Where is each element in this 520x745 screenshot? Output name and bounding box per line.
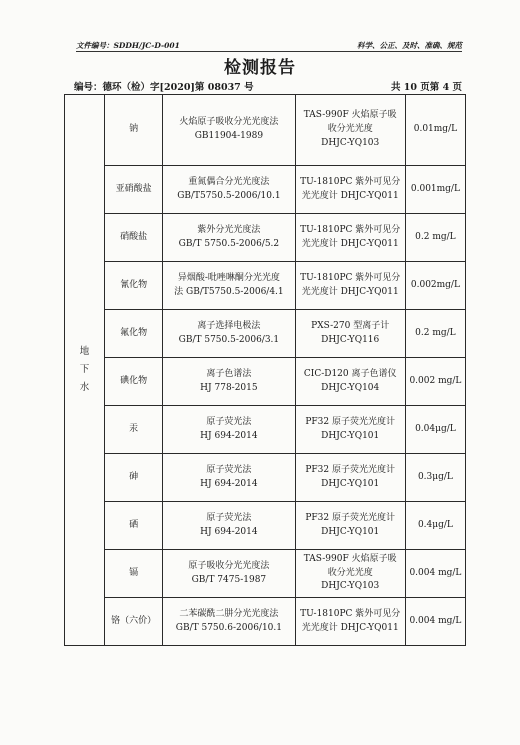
category-char: 水 xyxy=(79,382,90,394)
detection-limit-cell: 0.4μg/L xyxy=(405,502,465,550)
method-cell xyxy=(163,550,295,598)
instrument-line: 光光度计 DHJC-YQ011 xyxy=(301,286,399,297)
method-line: 离子色谱法 xyxy=(206,368,252,379)
table-row xyxy=(65,214,466,262)
instrument-line: 光光度计 DHJC-YQ011 xyxy=(301,238,399,249)
instrument-line: 收分光光度 xyxy=(327,567,373,578)
item-cell: 碘化物 xyxy=(105,358,163,406)
method-cell xyxy=(163,598,295,646)
method-line: GB/T 5750.5-2006/3.1 xyxy=(178,334,280,345)
category-char: 下 xyxy=(79,363,90,375)
instrument-cell xyxy=(295,358,405,406)
instrument-cell xyxy=(295,262,405,310)
detection-limit-cell: 0.2 mg/L xyxy=(405,214,465,262)
item-cell: 铬（六价） xyxy=(105,598,163,646)
doc-code: 文件编号：SDDH/JC-D-001 xyxy=(76,41,180,50)
method-line: 火焰原子吸收分光光度法 xyxy=(179,117,279,128)
instrument-cell xyxy=(295,502,405,550)
category-char: 地 xyxy=(79,345,90,357)
table-row xyxy=(65,95,466,166)
item-cell: 硒 xyxy=(105,502,163,550)
item-cell: 亚硝酸盐 xyxy=(105,166,163,214)
item-cell: 氟化物 xyxy=(105,310,163,358)
method-line: GB/T 7475-1987 xyxy=(191,574,267,585)
category-cell xyxy=(65,95,105,646)
page-header xyxy=(76,40,462,51)
report-subheader xyxy=(74,79,462,93)
instrument-cell xyxy=(295,406,405,454)
detection-limit-cell: 0.04μg/L xyxy=(405,406,465,454)
method-table xyxy=(64,94,466,646)
instrument-line: DHJC-YQ104 xyxy=(321,382,380,393)
detection-limit-cell: 0.004 mg/L xyxy=(405,598,465,646)
method-cell xyxy=(163,406,295,454)
table-row xyxy=(65,166,466,214)
method-line: 异烟酸-吡唑啉酮分光光度 xyxy=(177,272,280,283)
method-line: 原子吸收分光光度法 xyxy=(188,560,270,571)
method-line: 原子荧光法 xyxy=(206,464,252,475)
detection-limit-cell: 0.3μg/L xyxy=(405,454,465,502)
detection-limit-cell: 0.001mg/L xyxy=(405,166,465,214)
instrument-line: 光光度计 DHJC-YQ011 xyxy=(301,622,399,633)
table-row xyxy=(65,262,466,310)
instrument-cell xyxy=(295,214,405,262)
page-info: 共 10 页第 4 页 xyxy=(390,82,462,93)
instrument-cell xyxy=(295,95,405,166)
instrument-line: TAS-990F 火焰原子吸 xyxy=(303,553,397,564)
instrument-line: PXS-270 型离子计 xyxy=(311,320,390,331)
detection-limit-cell: 0.004 mg/L xyxy=(405,550,465,598)
method-line: GB/T 5750.5-2006/5.2 xyxy=(178,238,280,249)
item-cell: 汞 xyxy=(105,406,163,454)
method-line: 离子选择电极法 xyxy=(197,320,261,331)
method-line: HJ 778-2015 xyxy=(200,382,258,393)
method-line: GB/T5750.5-2006/10.1 xyxy=(177,190,281,201)
table-row xyxy=(65,598,466,646)
method-cell xyxy=(163,214,295,262)
instrument-line: DHJC-YQ101 xyxy=(321,430,380,441)
report-number: 编号：德环（检）字[2020]第 08037 号 xyxy=(74,82,254,93)
instrument-line: DHJC-YQ103 xyxy=(321,581,380,592)
report-title: 检测报告 xyxy=(224,58,296,78)
detection-limit-cell: 0.002mg/L xyxy=(405,262,465,310)
method-line: 紫外分光光度法 xyxy=(197,224,261,235)
table-row xyxy=(65,454,466,502)
instrument-line: DHJC-YQ116 xyxy=(321,334,380,345)
table-row xyxy=(65,550,466,598)
item-cell: 硝酸盐 xyxy=(105,214,163,262)
method-line: 原子荧光法 xyxy=(206,512,252,523)
instrument-cell xyxy=(295,454,405,502)
detection-limit-cell: 0.2 mg/L xyxy=(405,310,465,358)
instrument-line: TU-1810PC 紫外可见分 xyxy=(300,272,401,283)
method-line: HJ 694-2014 xyxy=(200,526,258,537)
method-cell xyxy=(163,454,295,502)
method-cell xyxy=(163,310,295,358)
instrument-line: 光光度计 DHJC-YQ011 xyxy=(301,190,399,201)
instrument-cell xyxy=(295,550,405,598)
instrument-line: PF32 原子荧光光度计 xyxy=(305,464,395,475)
motto: 科学、公正、及时、准确、规范 xyxy=(357,41,462,50)
method-line: 二苯碳酰二肼分光光度法 xyxy=(179,608,279,619)
instrument-line: CIC-D120 离子色谱仪 xyxy=(303,368,397,379)
item-cell: 氰化物 xyxy=(105,262,163,310)
method-line: 重氮偶合分光光度法 xyxy=(188,176,270,187)
detection-limit-cell: 0.002 mg/L xyxy=(405,358,465,406)
method-cell xyxy=(163,358,295,406)
method-cell xyxy=(163,166,295,214)
instrument-line: DHJC-YQ101 xyxy=(321,478,380,489)
instrument-cell xyxy=(295,310,405,358)
table-row xyxy=(65,502,466,550)
method-cell xyxy=(163,262,295,310)
method-line: HJ 694-2014 xyxy=(200,478,258,489)
instrument-line: DHJC-YQ103 xyxy=(321,137,380,148)
method-line: GB/T 5750.6-2006/10.1 xyxy=(175,622,282,633)
item-cell: 镉 xyxy=(105,550,163,598)
table-row xyxy=(65,358,466,406)
instrument-line: TU-1810PC 紫外可见分 xyxy=(300,224,401,235)
method-cell xyxy=(163,95,295,166)
method-line: GB11904-1989 xyxy=(194,131,264,141)
instrument-line: PF32 原子荧光光度计 xyxy=(305,512,395,523)
table-row xyxy=(65,406,466,454)
method-line: 法 GB/T5750.5-2006/4.1 xyxy=(174,286,284,297)
instrument-line: TU-1810PC 紫外可见分 xyxy=(300,608,401,619)
instrument-line: PF32 原子荧光光度计 xyxy=(305,416,395,427)
instrument-cell xyxy=(295,598,405,646)
method-cell xyxy=(163,502,295,550)
header-divider xyxy=(76,51,462,52)
method-line: HJ 694-2014 xyxy=(200,430,258,441)
instrument-line: 收分光光度 xyxy=(327,124,373,135)
instrument-line: DHJC-YQ101 xyxy=(321,526,380,537)
instrument-line: TU-1810PC 紫外可见分 xyxy=(300,176,401,187)
table-row xyxy=(65,310,466,358)
instrument-line: TAS-990F 火焰原子吸 xyxy=(303,110,397,121)
instrument-cell xyxy=(295,166,405,214)
item-cell: 砷 xyxy=(105,454,163,502)
detection-limit-cell: 0.01mg/L xyxy=(405,95,465,166)
method-line: 原子荧光法 xyxy=(206,416,252,427)
item-cell: 钠 xyxy=(105,95,163,166)
